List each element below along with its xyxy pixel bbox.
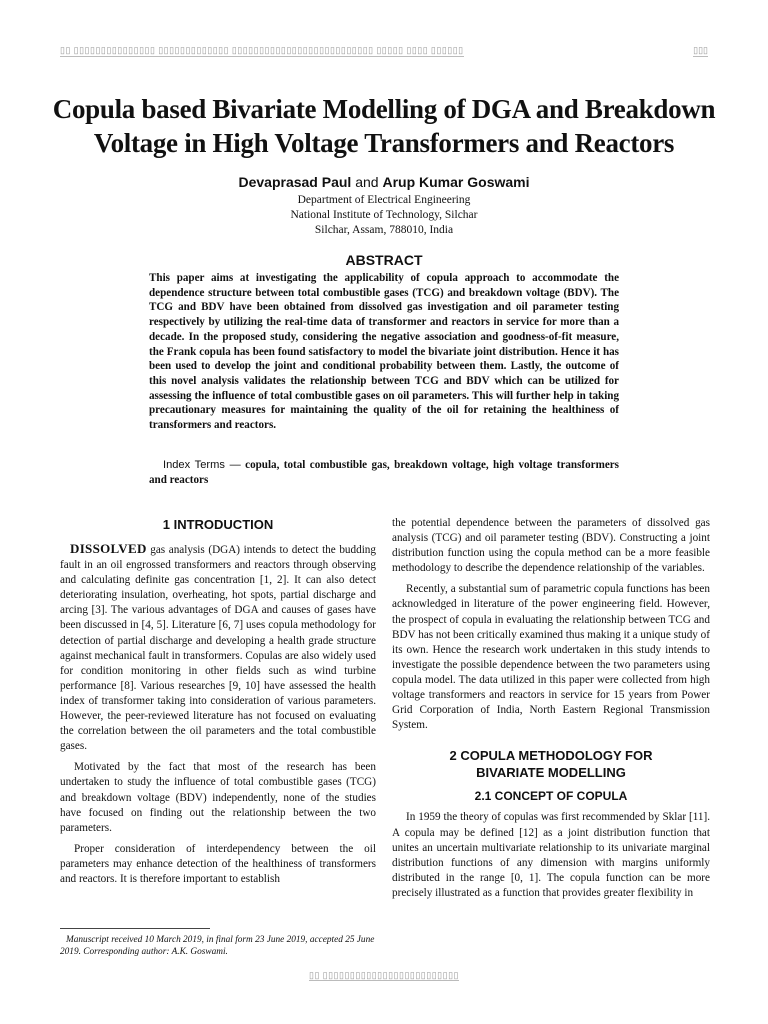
intro-paragraph-3-continued: the potential dependence between the parameters of dissolved gas analysis (TCG) and oil parameter testing (BDV). Constructing a joint distribution function using the copula method can be a more feasible methodology to describe the dependence relationship of the variables.: [392, 517, 710, 575]
running-header: [60, 44, 708, 58]
intro-paragraph-4: Recently, a substantial sum of parametric copula functions has been acknowledged in literature of the power engineering field. However, the prospect of copula in evaluating the relationship between TCG and BDV has not been critically examined thus making it a unique study of its own. Hence the research work undertaken in this study intends to investigate the possible dependence between the two parameters using copula model. The data utilized in this paper were collected from high voltage transformers and reactors in service for 15 years from Power Grid Corporation of India, North Eastern Regional Transmission System.: [392, 583, 710, 732]
author-1: Devaprasad Paul: [238, 174, 352, 190]
affiliation: [0, 193, 768, 238]
running-header-page: ▯▯▯: [693, 45, 708, 55]
affiliation-institute: National Institute of Technology, Silchar: [290, 209, 478, 221]
index-terms: [149, 458, 619, 487]
author-2: Arup Kumar Goswami: [382, 174, 530, 190]
author-line: [0, 174, 768, 190]
section-2-heading-line-2: BIVARIATE MODELLING: [476, 765, 626, 781]
intro-paragraph-1-text: gas analysis (DGA) intends to detect the budding fault in an oil engrossed transformers and reactors through observing and calculating definite gas concentration [1, 2]. It can also detect deteriorating insulation, overheating, hot spots, partial discharge and arcing [3]. The various advantages of DGA and causes of gases have been discussed in [4, 5]. Literature [6, 7] uses copula methodology for detection of partial discharge and developing a health grade structure against mechanical fault in transformers. Copulas are also widely used for condition monitoring in other fields such as wind turbine performance [8]. Various researches [9, 10] have assessed the health index of transformer taking into consideration of various parameters. However, the peer-reviewed literature has not focused on evaluating the correlation between the oil parameters and the total combustible gases.: [60, 544, 376, 753]
abstract-heading: ABSTRACT: [345, 252, 423, 268]
running-footer-text: ▯▯ ▯▯▯▯▯▯▯▯▯▯▯▯▯▯▯▯▯▯▯▯▯▯▯▯▯: [309, 970, 459, 980]
running-footer: [0, 970, 768, 981]
intro-paragraph-3: Proper consideration of interdependency between the oil parameters may enhance detection of the healthiness of transformers and reactors. It is therefore important to establish: [60, 842, 376, 885]
section-1-heading: 1 INTRODUCTION: [162, 517, 274, 532]
intro-drop-word: DISSOLVED: [70, 541, 147, 556]
author-conjunction: and: [355, 174, 379, 190]
subsection-2-1-heading: 2.1 CONCEPT OF COPULA: [474, 789, 628, 804]
affiliation-department: Department of Electrical Engineering: [297, 194, 471, 206]
index-terms-text: copula, total combustible gas, breakdown voltage, high voltage transformers and reactors: [149, 459, 619, 486]
intro-paragraph-2: Motivated by the fact that most of the research has been undertaken to study the influence of total combustible gases (TCG) and breakdown voltage (BDV) independently, none of the studies have focused on finding out the relationship between the two parameters.: [60, 761, 376, 834]
column-left: [60, 516, 376, 893]
running-header-left: ▯▯ ▯▯▯▯▯▯▯▯▯▯▯▯▯▯▯ ▯▯▯▯▯▯▯▯▯▯▯▯▯ ▯▯▯▯▯▯▯▯▯▯▯▯▯▯▯▯▯▯▯▯▯▯▯▯▯▯ ▯▯▯▯▯ ▯▯▯▯ ▯▯▯▯▯▯: [60, 45, 464, 55]
paper-title: Copula based Bivariate Modelling of DGA and Breakdown Voltage in High Voltage Transformers and Reactors: [52, 94, 716, 158]
intro-paragraph-1: [60, 541, 376, 754]
affiliation-address: Silchar, Assam, 788010, India: [314, 224, 454, 236]
manuscript-footnote: Manuscript received 10 March 2019, in final form 23 June 2019, accepted 25 June 2019. Corresponding author: A.K. Goswami.: [60, 935, 375, 957]
copula-paragraph-1: In 1959 the theory of copulas was first recommended by Sklar [11]. A copula may be defined [12] as a joint distribution function that unites an uncertain multivariate relationship to its univariate marginal distribution functions of any dimension with margins uniformly distributed in the range [0, 1]. The copula function can be more precisely illustrated as a function that provides greater flexibility in: [392, 811, 710, 899]
index-terms-label: Index Terms —: [163, 459, 241, 471]
column-right: [392, 516, 710, 907]
abstract-text: This paper aims at investigating the applicability of copula approach to accommodate the dependence structure between total combustible gases (TCG) and breakdown voltage (BDV). The TCG and BDV have been obtained from dissolved gas investigation and oil parameter testing respectively by utilizing the real-time data of transformer and reactors in service for more than a decade. In the proposed study, considering the negative association and goodness-of-fit measure, the Frank copula has been found satisfactory to model the bivariate joint distribution. Hence it has been used to develop the joint and conditional probability between them. Lastly, the outcome of this novel analysis validates the relationship between TCG and BDV which can be utilized for assessing the influence of total combustible gases on oil parameters. This will further help in taking precautionary measures for maintaining the quality of the oil for retaining the healthiness of transformers and reactors.: [149, 272, 619, 432]
section-2-heading: [392, 747, 710, 781]
footnote-divider: [60, 928, 210, 929]
section-2-heading-line-1: 2 COPULA METHODOLOGY FOR: [449, 748, 653, 764]
